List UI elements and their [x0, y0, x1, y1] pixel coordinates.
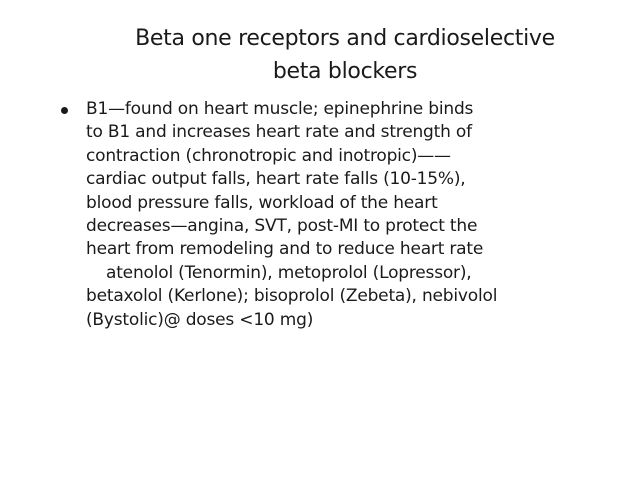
drug-list-line: (Bystolic)@ doses <10 mg) [86, 309, 314, 330]
slide-title [40, 22, 638, 88]
bullet-line: blood pressure falls, workload of the heart [86, 192, 438, 213]
title-line: beta blockers [272, 59, 418, 84]
drug-list [58, 262, 618, 332]
bullet-line: B1—found on heart muscle; epinephrine binds [86, 99, 474, 119]
drug-list-line: atenolol (Tenormin), metoprolol (Lopressor), [106, 262, 472, 283]
drug-list-line: betaxolol (Kerlone); bisoprolol (Zebeta), nebivolol [86, 286, 498, 307]
bullet-line: to B1 and increases heart rate and strength of [86, 122, 472, 143]
slide-body [58, 98, 618, 332]
bullet-item [58, 98, 618, 262]
title-line: Beta one receptors and cardioselective [135, 26, 555, 51]
bullet-line: contraction (chronotropic and inotropic)—— [86, 145, 451, 166]
bullet-line: heart from remodeling and to reduce heart rate [86, 239, 484, 260]
bullet-dot-icon [61, 107, 68, 114]
bullet-line: cardiac output falls, heart rate falls (10-15%), [86, 169, 466, 190]
bullet-line: decreases—angina, SVT, post-MI to protect the [86, 216, 478, 237]
